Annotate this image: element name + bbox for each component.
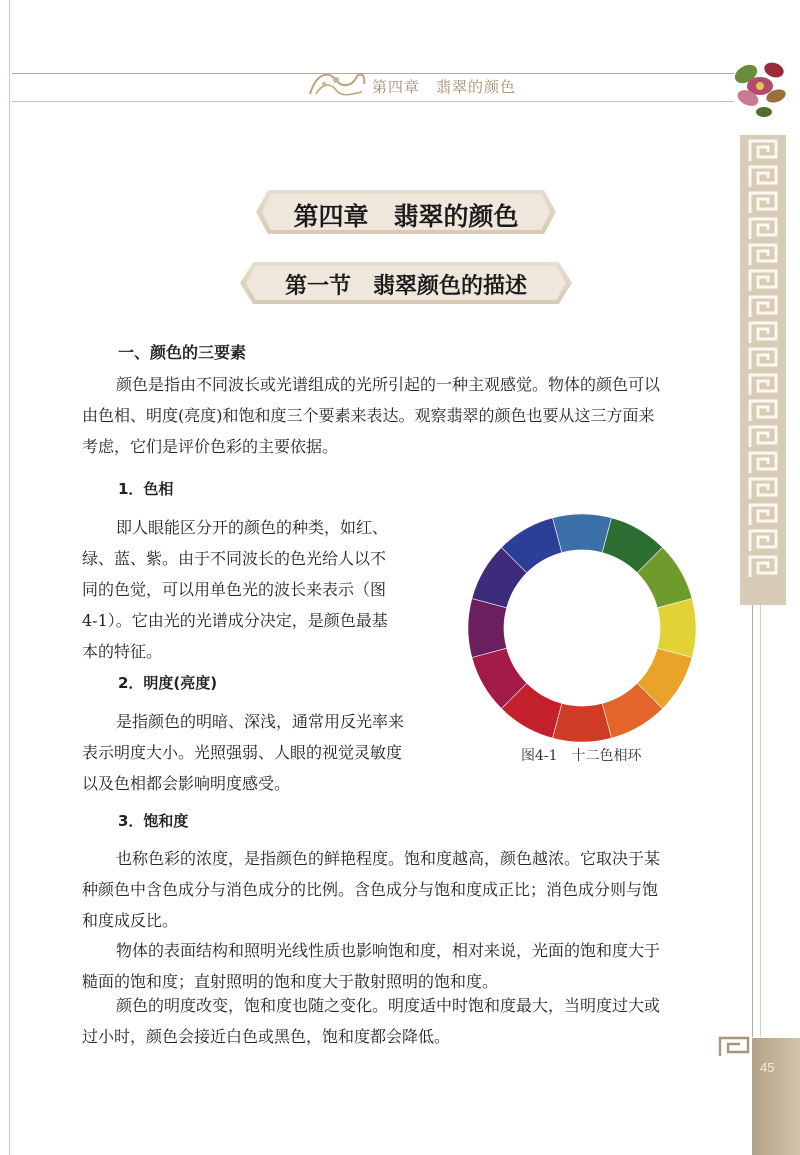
hue-segment xyxy=(552,703,611,742)
flower-icon xyxy=(726,52,794,124)
text-line: 过小时，颜色会接近白色或黑色，饱和度都会降低。 xyxy=(82,1027,451,1046)
text-line: 4-1）。它由光的光谱成分决定，是颜色最基 xyxy=(82,611,388,630)
section-title: 第一节 翡翠颜色的描述 xyxy=(284,274,527,299)
text-line: 同的色觉，可以用单色光的波长来表示（图 xyxy=(82,580,387,599)
section-title-plaque xyxy=(240,262,572,304)
chapter-title-plaque xyxy=(256,190,556,234)
hue-paragraph xyxy=(82,512,462,667)
intro-paragraph xyxy=(82,369,732,462)
text-line: 颜色是指由不同波长或光谱组成的光所引起的一种主观感觉。物体的颜色可以 xyxy=(116,375,661,394)
hue-segment xyxy=(657,598,696,657)
text-line: 考虑，它们是评价色彩的主要依据。 xyxy=(82,437,339,456)
saturation-paragraph-2 xyxy=(82,935,732,997)
heading-saturation: 3．饱和度 xyxy=(118,812,189,830)
running-header-title: 第四章 翡翠的颜色 xyxy=(372,78,517,96)
text-line: 是指颜色的明暗、深浅，通常用反光率来 xyxy=(116,712,405,731)
text-line: 糙面的饱和度；直射照明的饱和度大于散射照明的饱和度。 xyxy=(82,972,499,991)
text-line: 种颜色中含色成分与消色成分的比例。含色成分与饱和度成正比；消色成分则与饱 xyxy=(82,880,659,899)
header-rule xyxy=(12,73,734,74)
text-line: 也称色彩的浓度，是指颜色的鲜艳程度。饱和度越高，颜色越浓。它取决于某 xyxy=(116,849,661,868)
page-edge-line xyxy=(9,0,10,1155)
text-line: 由色相、明度(亮度)和饱和度三个要素来表达。观察翡翠的颜色也要从这三方面来 xyxy=(82,406,655,425)
heading-three-elements: 一、颜色的三要素 xyxy=(118,343,247,362)
page-number-tab xyxy=(752,1038,800,1155)
margin-rule-light xyxy=(760,605,761,1037)
chapter-title: 第四章 翡翠的颜色 xyxy=(293,202,519,231)
text-line: 表示明度大小。光照强弱、人眼的视觉灵敏度 xyxy=(82,743,403,762)
text-line: 颜色的明度改变，饱和度也随之变化。明度适中时饱和度最大，当明度过大或 xyxy=(116,996,661,1015)
saturation-paragraph xyxy=(82,843,732,936)
page-number: 45 xyxy=(760,1060,775,1075)
text-line: 物体的表面结构和照明光线性质也影响饱和度，相对来说，光面的饱和度大于 xyxy=(116,941,661,960)
hue-segment xyxy=(552,514,611,553)
text-line: 即人眼能区分开的颜色的种类，如红、 xyxy=(116,518,389,537)
text-line: 和度成反比。 xyxy=(82,911,179,930)
text-line: 以及色相都会影响明度感受。 xyxy=(82,774,291,793)
heading-lightness: 2．明度(亮度) xyxy=(118,674,218,692)
margin-rule xyxy=(752,605,753,1037)
lightness-paragraph xyxy=(82,706,462,799)
scroll-ornament-icon xyxy=(306,66,368,100)
text-line: 本的特征。 xyxy=(82,642,163,661)
band-background xyxy=(740,135,786,605)
hue-segment xyxy=(468,598,507,657)
figure-caption: 图4-1 十二色相环 xyxy=(521,748,642,764)
saturation-paragraph-3 xyxy=(82,990,732,1052)
twelve-hue-color-wheel xyxy=(466,512,698,744)
header-rule-lower xyxy=(12,101,734,102)
heading-hue: 1．色相 xyxy=(118,480,174,498)
text-line: 绿、蓝、紫。由于不同波长的色光给人以不 xyxy=(82,549,387,568)
greek-key-border-icon xyxy=(740,135,786,605)
